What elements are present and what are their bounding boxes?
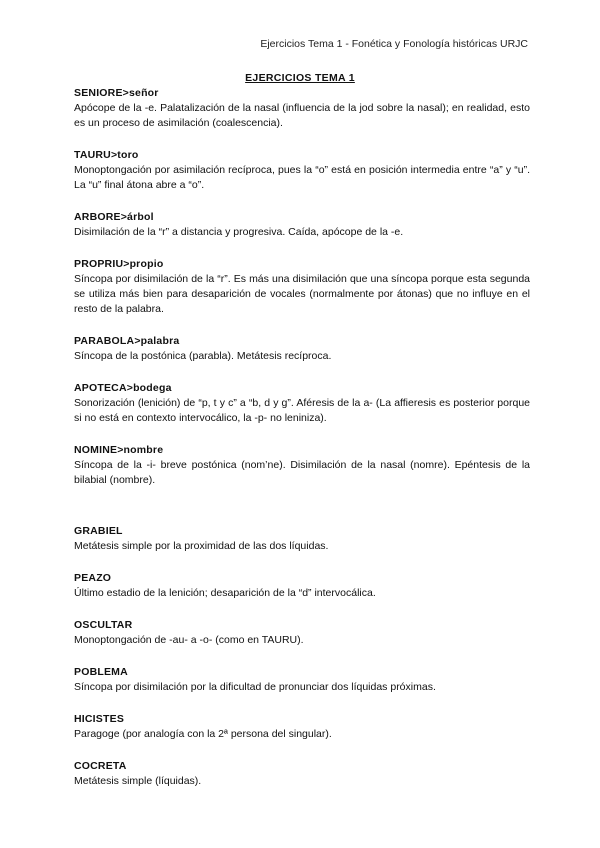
exercise-explanation: Metátesis simple (líquidas). — [74, 775, 202, 787]
exercise-entry — [74, 712, 530, 742]
exercise-explanation: Monoptongación por asimilación recíproca, pues la “o” está en posición intermedia entre “a” y “u”. La “u” final átona abre a “o”. — [74, 164, 530, 191]
page-header: Ejercicios Tema 1 - Fonética y Fonología históricas URJC — [260, 38, 528, 50]
exercise-entry — [74, 381, 530, 426]
exercise-entry — [74, 148, 530, 193]
exercise-entry — [74, 618, 530, 648]
exercise-word: ARBORE>árbol — [74, 211, 154, 223]
exercise-entry — [74, 334, 530, 364]
exercise-entry — [74, 524, 530, 554]
exercise-explanation: Síncopa por disimilación de la “r”. Es más una disimilación que una síncopa porque esta segunda se utiliza más bien para desaparición de vocales (normalmente por átonas) que no influye en el resto de la palabra. — [74, 273, 530, 315]
exercise-entry — [74, 210, 530, 240]
exercise-explanation: Sonorización (lenición) de “p, t y c” a “b, d y g”. Aféresis de la a- (La affieresis es posterior porque si no está en contexto intervocálico, la -p- no leniniza). — [74, 397, 530, 424]
exercise-entry — [74, 759, 530, 789]
exercise-word: COCRETA — [74, 760, 127, 772]
exercise-word: APOTECA>bodega — [74, 382, 172, 394]
exercise-word: TAURU>toro — [74, 149, 139, 161]
exercise-word: POBLEMA — [74, 666, 128, 678]
exercise-word: SENIORE>señor — [74, 87, 159, 99]
exercise-entry — [74, 443, 530, 488]
exercise-list — [74, 86, 530, 789]
exercise-word: GRABIEL — [74, 525, 123, 537]
exercise-word: HICISTES — [74, 713, 125, 725]
exercise-entry — [74, 665, 530, 695]
exercise-explanation: Apócope de la -e. Palatalización de la nasal (influencia de la jod sobre la nasal); en realidad, esto es un proceso de asimilación (coalescencia). — [74, 102, 530, 129]
exercise-word: PEAZO — [74, 572, 112, 584]
exercise-entry — [74, 257, 530, 317]
exercise-word: PARABOLA>palabra — [74, 335, 180, 347]
exercise-explanation: Disimilación de la “r” a distancia y progresiva. Caída, apócope de la -e. — [74, 226, 404, 238]
exercise-word: PROPRIU>propio — [74, 258, 164, 270]
exercise-explanation: Síncopa por disimilación por la dificultad de pronunciar dos líquidas próximas. — [74, 681, 436, 693]
exercise-entry — [74, 86, 530, 131]
exercise-explanation: Monoptongación de -au- a -o- (como en TAURU). — [74, 634, 304, 646]
exercise-explanation: Último estadio de la lenición; desaparición de la “d” intervocálica. — [74, 587, 376, 599]
exercise-explanation: Síncopa de la postónica (parabla). Metátesis recíproca. — [74, 350, 332, 362]
exercise-explanation: Metátesis simple por la proximidad de las dos líquidas. — [74, 540, 329, 552]
exercise-word: NOMINE>nombre — [74, 444, 164, 456]
exercise-entry — [74, 571, 530, 601]
exercise-word: OSCULTAR — [74, 619, 133, 631]
exercise-explanation: Paragoge (por analogía con la 2ª persona del singular). — [74, 728, 332, 740]
exercise-explanation: Síncopa de la -i- breve postónica (nom’ne). Disimilación de la nasal (nomre). Epéntesis de la bilabial (nombre). — [74, 459, 530, 486]
document-title: EJERCICIOS TEMA 1 — [245, 72, 355, 84]
